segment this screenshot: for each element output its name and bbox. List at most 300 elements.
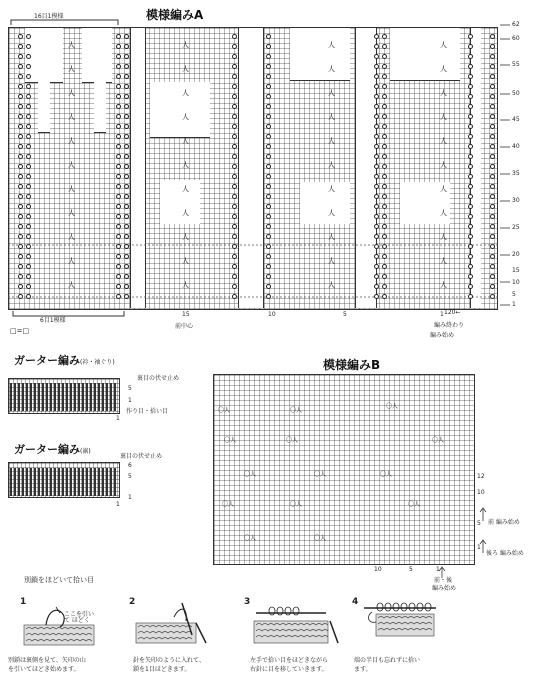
yarn-over-symbol bbox=[490, 284, 495, 289]
yarn-over-symbol bbox=[18, 94, 23, 99]
yarn-over-symbol bbox=[490, 244, 495, 249]
decrease-symbol: 人 bbox=[182, 257, 189, 265]
row-label: 35 bbox=[512, 170, 520, 177]
garter2-title bbox=[14, 444, 91, 455]
yarn-over-symbol bbox=[374, 214, 379, 219]
yarn-over-symbol bbox=[116, 154, 121, 159]
chart-b-x-label-10: 10 bbox=[374, 566, 382, 573]
chart-a-center-label: 前中心 bbox=[175, 323, 194, 330]
yarn-over-symbol bbox=[490, 104, 495, 109]
decrease-symbol: 人 bbox=[182, 281, 189, 289]
chart-a-bottom-bracket bbox=[12, 310, 126, 318]
yarn-over-symbol bbox=[232, 234, 237, 239]
yarn-over-symbol bbox=[116, 54, 121, 59]
pattern-symbol: 〇人 bbox=[314, 471, 327, 478]
yarn-over-symbol bbox=[18, 294, 23, 299]
yarn-over-symbol bbox=[26, 84, 31, 89]
yarn-over-symbol bbox=[468, 44, 473, 49]
decrease-symbol: 人 bbox=[440, 113, 447, 121]
yarn-over-symbol bbox=[18, 134, 23, 139]
yarn-over-symbol bbox=[374, 144, 379, 149]
yarn-over-symbol bbox=[490, 234, 495, 239]
yarn-over-symbol bbox=[232, 94, 237, 99]
decrease-symbol: 人 bbox=[182, 89, 189, 97]
yarn-over-symbol bbox=[116, 214, 121, 219]
yarn-over-symbol bbox=[490, 94, 495, 99]
yarn-over-symbol bbox=[232, 254, 237, 259]
yarn-over-symbol bbox=[232, 144, 237, 149]
decrease-symbol: 人 bbox=[68, 209, 75, 217]
yarn-over-symbol bbox=[374, 294, 379, 299]
chart-b-x-label-5: 5 bbox=[409, 566, 413, 573]
yarn-over-symbol bbox=[266, 244, 271, 249]
chart-b-common-start-2: 編み始め bbox=[432, 585, 457, 592]
chart-b-common-start-1: 前・後 bbox=[434, 577, 453, 584]
row-label: 5 bbox=[512, 291, 516, 298]
yarn-over-symbol bbox=[124, 204, 129, 209]
yarn-over-symbol bbox=[18, 204, 23, 209]
pattern-symbol: 〇人 bbox=[380, 471, 393, 478]
yarn-over-symbol bbox=[374, 74, 379, 79]
yarn-over-symbol bbox=[468, 254, 473, 259]
yarn-over-symbol bbox=[232, 34, 237, 39]
decrease-symbol: 人 bbox=[328, 113, 335, 121]
yarn-over-symbol bbox=[468, 244, 473, 249]
yarn-over-symbol bbox=[26, 144, 31, 149]
yarn-over-symbol bbox=[26, 254, 31, 259]
yarn-over-symbol bbox=[468, 104, 473, 109]
yarn-over-symbol bbox=[26, 274, 31, 279]
yarn-over-symbol bbox=[26, 264, 31, 269]
yarn-over-symbol bbox=[468, 234, 473, 239]
chart-a-x-label-1: 1 bbox=[440, 311, 444, 318]
decrease-symbol: 人 bbox=[440, 65, 447, 73]
yarn-over-symbol bbox=[116, 264, 121, 269]
yarn-over-symbol bbox=[232, 124, 237, 129]
decrease-symbol: 人 bbox=[182, 233, 189, 241]
yarn-over-symbol bbox=[382, 54, 387, 59]
decrease-symbol: 人 bbox=[328, 65, 335, 73]
yarn-over-symbol bbox=[490, 164, 495, 169]
yarn-over-symbol bbox=[124, 144, 129, 149]
yarn-over-symbol bbox=[116, 104, 121, 109]
yarn-over-symbol bbox=[26, 294, 31, 299]
step-3-illustration bbox=[248, 597, 343, 645]
yarn-over-symbol bbox=[232, 84, 237, 89]
yarn-over-symbol bbox=[266, 294, 271, 299]
chart-b-title: 模様編みB bbox=[323, 358, 381, 372]
chart-b-row-1: 1 bbox=[477, 544, 481, 551]
yarn-over-symbol bbox=[468, 64, 473, 69]
yarn-over-symbol bbox=[490, 194, 495, 199]
yarn-over-symbol bbox=[18, 164, 23, 169]
yarn-over-symbol bbox=[124, 64, 129, 69]
row-label: 30 bbox=[512, 197, 520, 204]
yarn-over-symbol bbox=[382, 224, 387, 229]
yarn-over-symbol bbox=[490, 44, 495, 49]
yarn-over-symbol bbox=[374, 164, 379, 169]
yarn-over-symbol bbox=[490, 84, 495, 89]
yarn-over-symbol bbox=[124, 174, 129, 179]
garter2-label-1: 1 bbox=[128, 494, 132, 501]
yarn-over-symbol bbox=[382, 194, 387, 199]
step-4-illustration bbox=[360, 598, 440, 638]
garter2-label-5: 5 bbox=[128, 473, 132, 480]
yarn-over-symbol bbox=[124, 124, 129, 129]
yarn-over-symbol bbox=[26, 214, 31, 219]
yarn-over-symbol bbox=[374, 134, 379, 139]
row-label: 10 bbox=[512, 279, 520, 286]
yarn-over-symbol bbox=[382, 84, 387, 89]
yarn-over-symbol bbox=[266, 84, 271, 89]
yarn-over-symbol bbox=[382, 184, 387, 189]
yarn-over-symbol bbox=[382, 124, 387, 129]
decrease-symbol: 人 bbox=[440, 281, 447, 289]
chart-b-row-5: 5 bbox=[477, 520, 481, 527]
yarn-over-symbol bbox=[116, 64, 121, 69]
yarn-over-symbol bbox=[382, 204, 387, 209]
yarn-over-symbol bbox=[468, 224, 473, 229]
yarn-over-symbol bbox=[18, 234, 23, 239]
yarn-over-symbol bbox=[468, 284, 473, 289]
decrease-symbol: 人 bbox=[68, 113, 75, 121]
yarn-over-symbol bbox=[26, 64, 31, 69]
yarn-over-symbol bbox=[382, 34, 387, 39]
yarn-over-symbol bbox=[490, 74, 495, 79]
step-2-text-1: 針を矢印のように入れて、 bbox=[133, 657, 205, 664]
yarn-over-symbol bbox=[266, 184, 271, 189]
yarn-over-symbol bbox=[116, 174, 121, 179]
garter1-dashes bbox=[10, 383, 118, 411]
yarn-over-symbol bbox=[382, 144, 387, 149]
decrease-symbol: 人 bbox=[182, 41, 189, 49]
yarn-over-symbol bbox=[468, 54, 473, 59]
decrease-symbol: 人 bbox=[328, 233, 335, 241]
step-4-text-1: 端の半目も忘れずに拾い bbox=[354, 657, 421, 664]
row-label: 55 bbox=[512, 61, 520, 68]
yarn-over-symbol bbox=[266, 154, 271, 159]
yarn-over-symbol bbox=[468, 134, 473, 139]
yarn-over-symbol bbox=[124, 214, 129, 219]
yarn-over-symbol bbox=[116, 284, 121, 289]
decrease-symbol: 人 bbox=[440, 137, 447, 145]
yarn-over-symbol bbox=[124, 114, 129, 119]
yarn-over-symbol bbox=[232, 54, 237, 59]
row-label: 50 bbox=[512, 90, 520, 97]
yarn-over-symbol bbox=[490, 64, 495, 69]
yarn-over-symbol bbox=[18, 64, 23, 69]
row-label: 60 bbox=[512, 35, 520, 42]
garter1-label-1: 1 bbox=[128, 397, 132, 404]
yarn-over-symbol bbox=[116, 294, 121, 299]
row-label: 20 bbox=[512, 251, 520, 258]
decrease-symbol: 人 bbox=[328, 137, 335, 145]
garter2-label-bind-off: 裏目の伏せ止め bbox=[120, 453, 163, 460]
yarn-over-symbol bbox=[374, 44, 379, 49]
yarn-over-symbol bbox=[116, 134, 121, 139]
pattern-symbol: 〇人 bbox=[408, 501, 421, 508]
yarn-over-symbol bbox=[26, 134, 31, 139]
yarn-over-symbol bbox=[468, 124, 473, 129]
yarn-over-symbol bbox=[232, 104, 237, 109]
step-1-text-1: 別鎖は裏側を見て、矢印の山 bbox=[8, 657, 86, 664]
yarn-over-symbol bbox=[374, 224, 379, 229]
decrease-symbol: 人 bbox=[182, 65, 189, 73]
yarn-over-symbol bbox=[266, 284, 271, 289]
row-label: 40 bbox=[512, 143, 520, 150]
chart-a-end-label: 編み終わり bbox=[434, 322, 465, 329]
decrease-symbol: 人 bbox=[440, 233, 447, 241]
yarn-over-symbol bbox=[490, 264, 495, 269]
yarn-over-symbol bbox=[382, 164, 387, 169]
yarn-over-symbol bbox=[116, 94, 121, 99]
yarn-over-symbol bbox=[490, 254, 495, 259]
yarn-over-symbol bbox=[374, 94, 379, 99]
yarn-over-symbol bbox=[266, 64, 271, 69]
decrease-symbol: 人 bbox=[328, 161, 335, 169]
yarn-over-symbol bbox=[266, 194, 271, 199]
chart-a-repeat-top-label: 16目1模様 bbox=[34, 13, 64, 20]
yarn-over-symbol bbox=[266, 114, 271, 119]
pattern-symbol: 〇人 bbox=[244, 535, 257, 542]
yarn-over-symbol bbox=[18, 34, 23, 39]
yarn-over-symbol bbox=[468, 154, 473, 159]
steps-title: 別鎖をほどいて拾い目 bbox=[24, 576, 94, 584]
yarn-over-symbol bbox=[374, 34, 379, 39]
decrease-symbol: 人 bbox=[328, 209, 335, 217]
yarn-over-symbol bbox=[468, 94, 473, 99]
yarn-over-symbol bbox=[266, 224, 271, 229]
yarn-over-symbol bbox=[266, 234, 271, 239]
yarn-over-symbol bbox=[374, 284, 379, 289]
pattern-symbol: 〇人 bbox=[224, 437, 237, 444]
pattern-symbol: 〇人 bbox=[286, 437, 299, 444]
yarn-over-symbol bbox=[232, 44, 237, 49]
yarn-over-symbol bbox=[232, 74, 237, 79]
yarn-over-symbol bbox=[382, 44, 387, 49]
yarn-over-symbol bbox=[468, 144, 473, 149]
step-1-note: ここを引いて ほどく bbox=[64, 611, 95, 624]
yarn-over-symbol bbox=[232, 174, 237, 179]
yarn-over-symbol bbox=[26, 34, 31, 39]
yarn-over-symbol bbox=[124, 284, 129, 289]
chart-a-dashed-guides bbox=[8, 27, 500, 312]
yarn-over-symbol bbox=[26, 154, 31, 159]
garter2-dashes bbox=[10, 468, 118, 496]
yarn-over-symbol bbox=[232, 264, 237, 269]
yarn-over-symbol bbox=[266, 54, 271, 59]
yarn-over-symbol bbox=[266, 34, 271, 39]
yarn-over-symbol bbox=[374, 84, 379, 89]
step-1-number: 1 bbox=[20, 597, 27, 607]
yarn-over-symbol bbox=[382, 64, 387, 69]
yarn-over-symbol bbox=[26, 54, 31, 59]
yarn-over-symbol bbox=[468, 114, 473, 119]
yarn-over-symbol bbox=[266, 44, 271, 49]
garter2-label-6: 6 bbox=[128, 462, 132, 469]
yarn-over-symbol bbox=[124, 164, 129, 169]
pattern-symbol: 〇人 bbox=[290, 407, 303, 414]
yarn-over-symbol bbox=[468, 34, 473, 39]
garter1-title bbox=[14, 355, 115, 366]
chart-a-top-bracket bbox=[10, 18, 120, 26]
yarn-over-symbol bbox=[468, 264, 473, 269]
yarn-over-symbol bbox=[124, 154, 129, 159]
yarn-over-symbol bbox=[26, 164, 31, 169]
chart-a-repeat-bottom-label: 6目1模様 bbox=[40, 317, 66, 324]
yarn-over-symbol bbox=[490, 54, 495, 59]
yarn-over-symbol bbox=[232, 194, 237, 199]
yarn-over-symbol bbox=[116, 124, 121, 129]
yarn-over-symbol bbox=[26, 44, 31, 49]
yarn-over-symbol bbox=[374, 254, 379, 259]
decrease-symbol: 人 bbox=[440, 257, 447, 265]
yarn-over-symbol bbox=[382, 284, 387, 289]
yarn-over-symbol bbox=[26, 124, 31, 129]
yarn-over-symbol bbox=[374, 184, 379, 189]
pattern-symbol: 〇人 bbox=[386, 403, 399, 410]
yarn-over-symbol bbox=[18, 274, 23, 279]
yarn-over-symbol bbox=[490, 214, 495, 219]
decrease-symbol: 人 bbox=[68, 257, 75, 265]
yarn-over-symbol bbox=[124, 54, 129, 59]
yarn-over-symbol bbox=[116, 184, 121, 189]
decrease-symbol: 人 bbox=[328, 41, 335, 49]
yarn-over-symbol bbox=[116, 224, 121, 229]
decrease-symbol: 人 bbox=[182, 185, 189, 193]
yarn-over-symbol bbox=[266, 144, 271, 149]
yarn-over-symbol bbox=[382, 174, 387, 179]
yarn-over-symbol bbox=[116, 84, 121, 89]
yarn-over-symbol bbox=[374, 194, 379, 199]
yarn-over-symbol bbox=[468, 74, 473, 79]
yarn-over-symbol bbox=[232, 214, 237, 219]
yarn-over-symbol bbox=[490, 124, 495, 129]
yarn-over-symbol bbox=[18, 44, 23, 49]
decrease-symbol: 人 bbox=[440, 161, 447, 169]
yarn-over-symbol bbox=[232, 244, 237, 249]
yarn-over-symbol bbox=[124, 294, 129, 299]
yarn-over-symbol bbox=[382, 234, 387, 239]
garter1-label-5: 5 bbox=[128, 385, 132, 392]
yarn-over-symbol bbox=[18, 244, 23, 249]
yarn-over-symbol bbox=[266, 74, 271, 79]
yarn-over-symbol bbox=[490, 204, 495, 209]
yarn-over-symbol bbox=[266, 124, 271, 129]
yarn-over-symbol bbox=[382, 114, 387, 119]
yarn-over-symbol bbox=[116, 114, 121, 119]
yarn-over-symbol bbox=[374, 54, 379, 59]
garter1-label-bind-off: 裏目の伏せ止め bbox=[137, 375, 180, 382]
row-label: 25 bbox=[512, 224, 520, 231]
yarn-over-symbol bbox=[124, 104, 129, 109]
step-3-number: 3 bbox=[244, 597, 251, 607]
chart-b-common-arrow bbox=[437, 565, 447, 579]
pattern-symbol: 〇人 bbox=[222, 501, 235, 508]
yarn-over-symbol bbox=[266, 164, 271, 169]
yarn-over-symbol bbox=[232, 64, 237, 69]
yarn-over-symbol bbox=[124, 234, 129, 239]
pattern-symbol: 〇人 bbox=[432, 437, 445, 444]
decrease-symbol: 人 bbox=[182, 113, 189, 121]
yarn-over-symbol bbox=[116, 244, 121, 249]
garter2-subtitle: (裾) bbox=[80, 448, 91, 455]
yarn-over-symbol bbox=[116, 204, 121, 209]
yarn-over-symbol bbox=[116, 274, 121, 279]
garter1-x-label: 1 bbox=[116, 415, 120, 422]
step-1-text-2: を引いてほどき始めます。 bbox=[8, 666, 80, 673]
yarn-over-symbol bbox=[232, 164, 237, 169]
yarn-over-symbol bbox=[18, 264, 23, 269]
chart-a-title: 模様編みA bbox=[146, 8, 204, 22]
yarn-over-symbol bbox=[116, 194, 121, 199]
yarn-over-symbol bbox=[490, 184, 495, 189]
yarn-over-symbol bbox=[490, 154, 495, 159]
row-label: 62 bbox=[512, 21, 520, 28]
yarn-over-symbol bbox=[124, 84, 129, 89]
garter1-subtitle: (衿・袖ぐり) bbox=[80, 359, 115, 366]
yarn-over-symbol bbox=[382, 104, 387, 109]
step-2-number: 2 bbox=[129, 597, 136, 607]
yarn-over-symbol bbox=[18, 284, 23, 289]
yarn-over-symbol bbox=[232, 294, 237, 299]
step-4-text-2: ます。 bbox=[354, 666, 372, 673]
yarn-over-symbol bbox=[18, 254, 23, 259]
yarn-over-symbol bbox=[26, 114, 31, 119]
decrease-symbol: 人 bbox=[440, 89, 447, 97]
yarn-over-symbol bbox=[124, 244, 129, 249]
yarn-over-symbol bbox=[18, 214, 23, 219]
step-2-illustration bbox=[130, 597, 210, 645]
yarn-over-symbol bbox=[18, 74, 23, 79]
yarn-over-symbol bbox=[382, 254, 387, 259]
yarn-over-symbol bbox=[490, 174, 495, 179]
decrease-symbol: 人 bbox=[440, 185, 447, 193]
decrease-symbol: 人 bbox=[68, 137, 75, 145]
decrease-symbol: 人 bbox=[328, 185, 335, 193]
yarn-over-symbol bbox=[374, 64, 379, 69]
yarn-over-symbol bbox=[490, 114, 495, 119]
yarn-over-symbol bbox=[232, 224, 237, 229]
yarn-over-symbol bbox=[382, 274, 387, 279]
yarn-over-symbol bbox=[124, 264, 129, 269]
yarn-over-symbol bbox=[266, 274, 271, 279]
yarn-over-symbol bbox=[124, 254, 129, 259]
chart-a-x-label-10: 10 bbox=[268, 311, 276, 318]
yarn-over-symbol bbox=[490, 274, 495, 279]
yarn-over-symbol bbox=[26, 284, 31, 289]
yarn-over-symbol bbox=[266, 104, 271, 109]
pattern-symbol: 〇人 bbox=[218, 407, 231, 414]
yarn-over-symbol bbox=[18, 184, 23, 189]
yarn-over-symbol bbox=[490, 134, 495, 139]
yarn-over-symbol bbox=[124, 194, 129, 199]
yarn-over-symbol bbox=[232, 154, 237, 159]
yarn-over-symbol bbox=[468, 84, 473, 89]
chart-a-start-label: 編み始め bbox=[430, 332, 455, 339]
decrease-symbol: 人 bbox=[68, 89, 75, 97]
yarn-over-symbol bbox=[382, 264, 387, 269]
yarn-over-symbol bbox=[232, 114, 237, 119]
yarn-over-symbol bbox=[382, 214, 387, 219]
chart-a-row-arrows bbox=[498, 20, 512, 310]
yarn-over-symbol bbox=[490, 34, 495, 39]
decrease-symbol: 人 bbox=[68, 41, 75, 49]
yarn-over-symbol bbox=[374, 204, 379, 209]
yarn-over-symbol bbox=[266, 204, 271, 209]
yarn-over-symbol bbox=[116, 144, 121, 149]
yarn-over-symbol bbox=[468, 174, 473, 179]
